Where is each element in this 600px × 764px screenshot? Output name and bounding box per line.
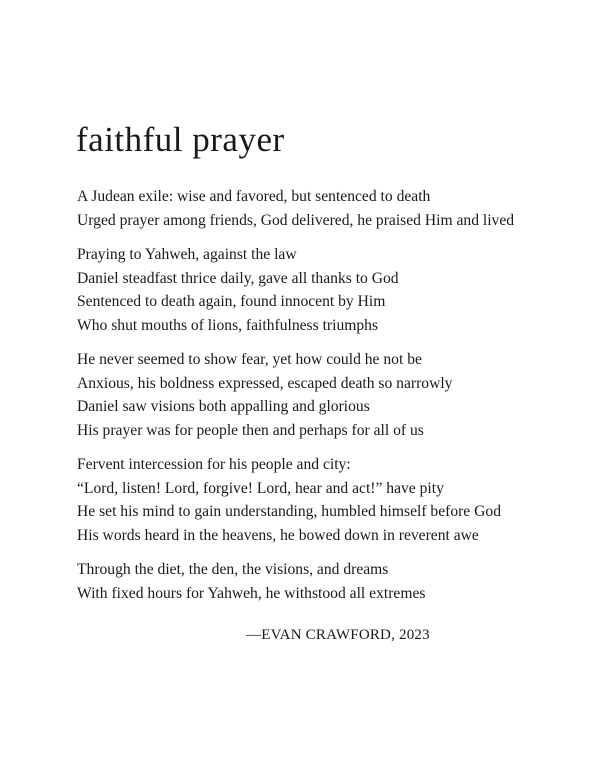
stanza [77, 185, 582, 232]
stanza [77, 243, 582, 337]
poem-line: Sentenced to death again, found innocent by Him [77, 293, 386, 310]
author-attribution: —EVAN CRAWFORD, 2023 [246, 627, 430, 643]
poem-line: “Lord, listen! Lord, forgive! Lord, hear and act!” have pity [77, 479, 444, 497]
poem-line: His prayer was for people then and perhaps for all of us [77, 421, 424, 439]
poem-body [77, 185, 582, 616]
poem-line: He never seemed to show fear, yet how could he not be [77, 351, 422, 368]
poem-line: A Judean exile: wise and favored, but sentenced to death [77, 188, 431, 205]
stanza [77, 348, 582, 442]
poem-line: Daniel steadfast thrice daily, gave all thanks to God [77, 269, 399, 287]
stanza [77, 453, 582, 547]
poem-line: Who shut mouths of lions, faithfulness triumphs [77, 316, 379, 334]
poem-line: Praying to Yahweh, against the law [77, 246, 297, 263]
poem-line: He set his mind to gain understanding, humbled himself before God [77, 503, 501, 520]
poem-line: Urged prayer among friends, God delivered, he praised Him and lived [77, 211, 515, 229]
poem-line: With fixed hours for Yahweh, he withstood all extremes [77, 584, 426, 602]
poem-line: Daniel saw visions both appalling and glorious [77, 398, 370, 415]
poem-title: faithful prayer [76, 120, 285, 159]
poem-line: Through the diet, the den, the visions, and dreams [77, 561, 389, 578]
poem-line: His words heard in the heavens, he bowed down in reverent awe [77, 526, 479, 544]
poem-line: Fervent intercession for his people and city: [77, 456, 351, 473]
poem-line: Anxious, his boldness expressed, escaped death so narrowly [77, 374, 453, 392]
stanza [77, 558, 582, 605]
